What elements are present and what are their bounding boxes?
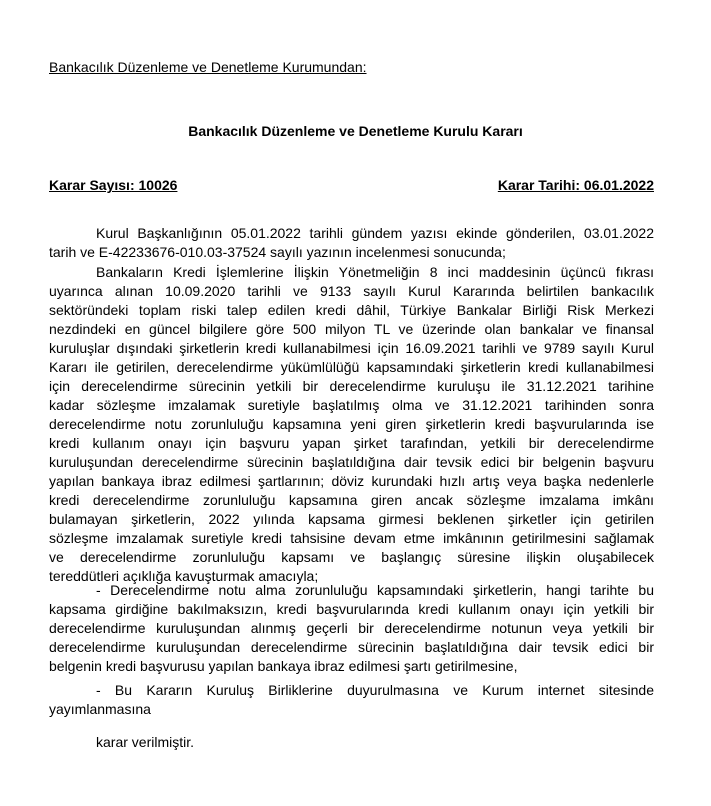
paragraph-line: kuruluşundan derecelendirme sürecinin başlatıldığına dair tevsik edici bir belgenin başvuru [49, 454, 654, 470]
paragraph-decision-item-2 [49, 681, 654, 719]
paragraph-line: Kararı ile getirilen, derecelendirme yükümlülüğü kapsamındaki şirketlerin kredi kullanabilmesi [49, 359, 654, 375]
decision-meta [49, 176, 654, 195]
paragraph-line: için derecelendirme sürecinin yetkili bir derecelendirme kuruluşu ile 31.12.2021 tarihine [49, 378, 654, 394]
paragraph-line: kadar sözleşme imzalamak suretiyle başlatılmış olma ve 31.12.2021 tarihinden sonra [49, 397, 654, 413]
paragraph-line: Kurul Başkanlığının 05.01.2022 tarihli gündem yazısı ekinde gönderilen, 03.01.2022 [96, 225, 654, 241]
paragraph-intro [49, 224, 654, 262]
paragraph-rationale [49, 263, 654, 586]
paragraph-line: derecelendirme kuruluşundan derecelendirme sürecinin başlatıldığına dair tevsik edici bir [49, 639, 654, 655]
closing-statement: karar verilmiştir. [96, 734, 195, 750]
paragraph-line: bulamayan şirketlerin, 2022 yılında kapsama girmesi beklenen şirketler için getirilen [49, 511, 654, 527]
paragraph-line: kapsama girdiğine bakılmaksızın, kredi başvurularında kredi kullanım onayı için yetkili bir [49, 601, 654, 617]
paragraph-line: yapılan bankaya ibraz edilmesi şartlarının; döviz kurundaki hızlı artış veya başka nedenlerle [49, 473, 654, 489]
paragraph-line: derecelendirme notu zorunluluğu kapsamına yeni giren şirketlerin kredi başvurularında ise [49, 416, 654, 432]
paragraph-line: sözleşme imzalamak suretiyle kredi tahsisine devam etme imkânının getirilmesini sağlamak [49, 530, 654, 546]
paragraph-decision-item-1 [49, 581, 654, 676]
decision-number: Karar Sayısı: 10026 [49, 177, 178, 193]
paragraph-line: - Bu Kararın Kuruluş Birliklerine duyurulmasına ve Kurum internet sitesinde [96, 682, 654, 698]
paragraph-line: kredi kullanım onayı için başvuru yapan şirket tarafından, yetkili bir derecelendirme [49, 435, 654, 451]
paragraph-line: belgenin kredi başvurusu yapılan bankaya ibraz edilmesi şartı getirilmesine, [49, 658, 518, 674]
document-title: Bankacılık Düzenleme ve Denetleme Kurulu Kararı [188, 123, 523, 139]
paragraph-line: ve derecelendirme zorunluluğu kapsamı ve başlangıç süresine ilişkin oluşabilecek [49, 549, 654, 565]
paragraph-line: yayımlanmasına [49, 701, 151, 717]
paragraph-line: kuruluşlar dışındaki şirketlerin kredi kullanabilmesi için 16.09.2021 tarihli ve 9789 sayılı Kurul [49, 340, 654, 356]
paragraph-line: sektöründeki toplam riski talep edilen kredi dâhil, Türkiye Bankalar Birliği Risk Merkezi [49, 302, 654, 318]
decision-date: Karar Tarihi: 06.01.2022 [497, 177, 654, 193]
paragraph-line: derecelendirme kuruluşundan alınmış geçerli bir derecelendirme notunun veya yetkili bir [49, 620, 654, 636]
paragraph-line: uyarınca alınan 10.09.2020 tarihli ve 9133 sayılı Kurul Kararında belirtilen bankacılık [49, 283, 654, 299]
issuer-heading: Bankacılık Düzenleme ve Denetleme Kurumundan: [49, 59, 367, 75]
paragraph-line: tereddütleri açıklığa kavuşturmak amacıyla; [49, 568, 319, 584]
paragraph-line: tarih ve E-42233676-010.03-37524 sayılı yazının incelenmesi sonucunda; [49, 244, 506, 260]
paragraph-line: kredi derecelendirme zorunluluğu kapsamına giren ancak sözleşme imzalama imkânı [49, 492, 654, 508]
paragraph-line: Bankaların Kredi İşlemlerine İlişkin Yönetmeliğin 8 inci maddesinin üçüncü fıkrası [96, 264, 654, 280]
paragraph-line: - Derecelendirme notu alma zorunluluğu kapsamındaki şirketlerin, hangi tarihte bu [96, 582, 654, 598]
paragraph-line: nezdindeki en güncel bilgilere göre 500 milyon TL ve üzerinde olan bankalar ve finansal [49, 321, 654, 337]
